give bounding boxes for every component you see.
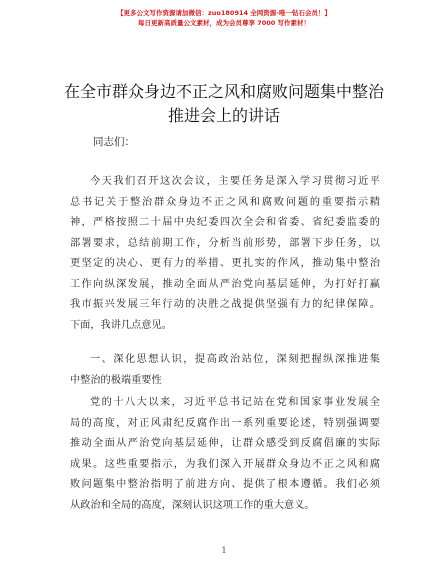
paragraph-line: 我市振兴发展三年行动的决胜之战提供坚强有力的纪律保障。 <box>70 299 380 310</box>
heading-line: 中整治的极端重要性 <box>70 374 162 386</box>
page-number: 1 <box>221 546 227 555</box>
paragraph-line: 党的十八大以来，习近平总书记站在党和国家事业发展全 <box>90 397 380 408</box>
paragraph-opening <box>70 172 380 336</box>
paragraph-line: 更坚定的决心、更有力的举措、更扎实的作风，推动集中整治 <box>70 258 380 269</box>
header-ad-line-1: 【更多公文写作资源请加微信：zuo180914 全网资源-唯一钻石会员！】 <box>117 9 331 17</box>
paragraph-line: 败问题集中整治指明了前进方向、提供了根本遵循。我们必须 <box>70 479 380 490</box>
title-line-2: 推进会上的讲话 <box>167 106 280 125</box>
header-ad-line-2: 每日更新高质量公文素材，成为会员尊享 7000 写作素材！ <box>137 19 311 27</box>
section-heading-1 <box>70 350 380 391</box>
paragraph-line: 成果。这些重要指示，为我们深入开展群众身边不正之风和腐 <box>70 458 380 470</box>
paragraph-line: 从政治和全局的高度，深刻认识这项工作的重大意义。 <box>70 499 315 511</box>
paragraph-line: 今天我们召开这次会议，主要任务是深入学习贯彻习近平 <box>90 176 380 187</box>
paragraph-line: 工作向纵深发展，推动全面从严治党向基层延伸，为打好打赢 <box>70 278 380 290</box>
header-ad <box>0 8 448 28</box>
paragraph-body <box>70 393 380 516</box>
paragraph-line: 总书记关于整治群众身边不正之风和腐败问题的重要指示精 <box>70 196 380 208</box>
paragraph-line: 部署要求，总结前期工作，分析当前形势，部署下步任务，以 <box>70 237 380 249</box>
title-line-1: 在全市群众身边不正之风和腐败问题集中整治 <box>63 82 384 101</box>
paragraph-line: 下面，我讲几点意见。 <box>70 319 172 331</box>
paragraph-line: 神，严格按照二十届中央纪委四次全会和省委、省纪委监委的 <box>70 217 380 228</box>
paragraph-line: 推动全面从严治党向基层延伸，让群众感受到反腐倡廉的实际 <box>70 438 380 449</box>
greeting: 同志们： <box>93 136 135 148</box>
document-title <box>40 80 408 128</box>
heading-line: 一、深化思想认识，提高政治站位，深刻把握纵深推进集 <box>90 354 380 365</box>
paragraph-line: 局的高度，对正风肃纪反腐作出一系列重要论述，特别强调要 <box>70 417 380 429</box>
